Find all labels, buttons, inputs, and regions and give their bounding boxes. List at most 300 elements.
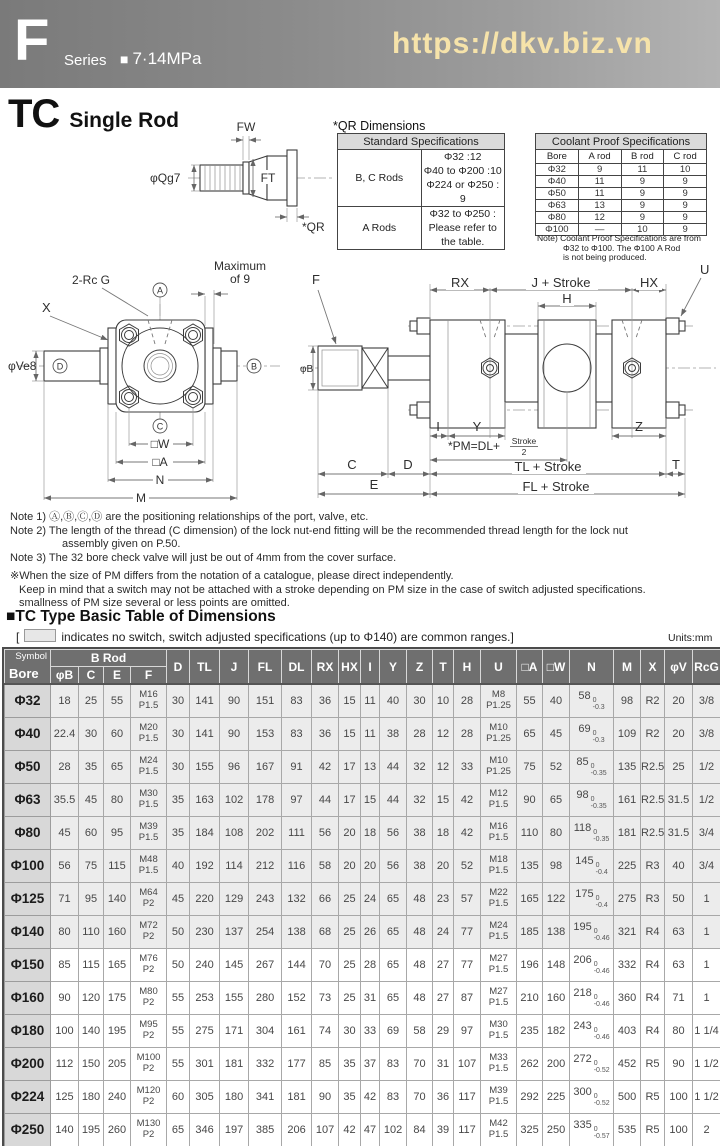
table-cell <box>570 717 614 750</box>
label-t: T <box>672 457 680 472</box>
tolerance-lower: -0.46 <box>593 1034 610 1041</box>
table-cell: 138 <box>543 915 570 948</box>
table-title: ■TC Type Basic Table of Dimensions <box>6 608 276 625</box>
tolerance-upper: 0 <box>593 994 598 1001</box>
label-pm: *PM=DL+ <box>448 439 501 453</box>
table-cell: 332 <box>249 1047 282 1080</box>
tolerance-upper: 0 <box>593 829 598 836</box>
cell-line: M120 <box>136 1085 161 1096</box>
column-header: RcG <box>693 650 720 685</box>
table-cell: 9 <box>664 188 707 200</box>
table-cell: 95 <box>104 816 131 849</box>
table-cell <box>481 1047 517 1080</box>
table-cell: 385 <box>249 1113 282 1146</box>
spec-row-label: B, C Rods <box>338 150 422 207</box>
table-cell: 304 <box>249 1014 282 1047</box>
cell-line: M33 <box>489 1052 508 1063</box>
table-cell: 132 <box>282 882 312 915</box>
table-row <box>5 915 720 948</box>
table-cell: 48 <box>407 981 433 1014</box>
bore-label: Φ160 <box>5 981 51 1014</box>
cell-line: M100 <box>136 1052 161 1063</box>
table-cell: 125 <box>51 1080 79 1113</box>
table-cell: 262 <box>517 1047 543 1080</box>
table-cell: 40 <box>665 849 693 882</box>
table-cell: 25 <box>339 882 361 915</box>
table-cell: 10 <box>433 684 454 717</box>
table-cell: 28 <box>454 717 481 750</box>
table-cell: 197 <box>220 1113 249 1146</box>
corner-cell <box>5 650 51 685</box>
table-cell: 35 <box>167 783 190 816</box>
table-cell: R3 <box>641 849 665 882</box>
cell-line: M64 <box>139 887 158 898</box>
table-cell: 60 <box>79 816 104 849</box>
table-cell: 65 <box>380 981 407 1014</box>
bore-label: Φ140 <box>5 915 51 948</box>
table-cell: 25 <box>79 684 104 717</box>
table-cell: 55 <box>167 1014 190 1047</box>
label-f: F <box>312 272 320 287</box>
table-cell: R2.5 <box>641 816 665 849</box>
label-d: D <box>403 457 413 472</box>
table-cell <box>481 948 517 981</box>
table-cell: 44 <box>312 783 339 816</box>
table-cell: 196 <box>517 948 543 981</box>
coolant-col-header: Bore <box>536 150 579 164</box>
cell-line: M95 <box>139 1019 158 1030</box>
table-cell: 163 <box>190 783 220 816</box>
table-cell: 122 <box>543 882 570 915</box>
table-cell: 60 <box>167 1080 190 1113</box>
table-cell: Φ40 <box>536 176 579 188</box>
cell-value: 206 <box>573 954 592 966</box>
table-cell: 250 <box>543 1113 570 1146</box>
table-cell: Φ63 <box>536 200 579 212</box>
table-cell: 111 <box>282 816 312 849</box>
cell-line: P1.5 <box>488 864 509 876</box>
cell-line: M30 <box>139 788 158 799</box>
bore-label: Φ224 <box>5 1080 51 1113</box>
table-cell: 35 <box>79 750 104 783</box>
legend-text: indicates no switch, switch adjusted specifications (up to Φ140) are common ranges.] <box>61 630 514 644</box>
table-cell: 84 <box>407 1113 433 1146</box>
table-cell: 83 <box>380 1080 407 1113</box>
tolerance <box>594 928 610 942</box>
pressure-value: 7·14MPa <box>132 49 202 68</box>
cell-line: M27 <box>489 986 508 997</box>
table-cell: 65 <box>380 915 407 948</box>
table-cell: R5 <box>641 1047 665 1080</box>
table-cell <box>131 1113 167 1146</box>
table-cell: 220 <box>190 882 220 915</box>
table-cell <box>570 1113 614 1146</box>
tolerance-upper: 0 <box>593 1060 598 1067</box>
table-cell: 225 <box>543 1080 570 1113</box>
cell-line: P2 <box>142 1128 155 1140</box>
table-cell: 71 <box>51 882 79 915</box>
cell-line: P2 <box>142 897 155 909</box>
table-cell: 35 <box>167 816 190 849</box>
table-cell: 45 <box>79 783 104 816</box>
table-cell: 80 <box>543 816 570 849</box>
column-header: □W <box>543 650 570 685</box>
label-u: U <box>700 262 710 277</box>
table-cell: 98 <box>614 684 641 717</box>
bore-label: Φ180 <box>5 1014 51 1047</box>
table-cell: 301 <box>190 1047 220 1080</box>
table-cell: 52 <box>543 750 570 783</box>
column-header: C <box>79 667 104 685</box>
table-cell: 180 <box>220 1080 249 1113</box>
table-cell <box>481 717 517 750</box>
table-cell: 15 <box>361 783 380 816</box>
table-cell: 140 <box>79 1014 104 1047</box>
table-cell: 74 <box>312 1014 339 1047</box>
table-cell: 47 <box>361 1113 380 1146</box>
table-cell: R2.5 <box>641 750 665 783</box>
cell-line: M10 <box>489 722 508 733</box>
cell-line: P1.5 <box>488 897 509 909</box>
table-cell: 3/8 <box>693 684 720 717</box>
table-cell: 65 <box>543 783 570 816</box>
tolerance <box>593 730 605 744</box>
table-cell: 20 <box>339 849 361 882</box>
corner-symbol-label: Symbol <box>15 651 47 662</box>
table-cell: 9 <box>664 212 707 224</box>
tolerance-upper: 0 <box>593 961 598 968</box>
table-cell: 80 <box>665 1014 693 1047</box>
table-cell: 31.5 <box>665 783 693 816</box>
table-cell: 1/2 <box>693 750 720 783</box>
column-header: Z <box>407 650 433 685</box>
label-fl-stroke: FL + Stroke <box>522 479 590 494</box>
table-cell: 1 1/2 <box>693 1080 720 1113</box>
table-cell: 24 <box>433 915 454 948</box>
square-icon: ■ <box>120 51 129 67</box>
tolerance-lower: -0.35 <box>590 803 607 810</box>
table-cell: 253 <box>190 981 220 1014</box>
table-cell <box>481 882 517 915</box>
table-cell: 65 <box>517 717 543 750</box>
table-cell <box>481 816 517 849</box>
table-cell: 184 <box>190 816 220 849</box>
table-cell: 33 <box>361 1014 380 1047</box>
table-cell: 90 <box>517 783 543 816</box>
cell-value: 145 <box>575 855 594 867</box>
table-cell: 192 <box>190 849 220 882</box>
tolerance-lower: -0.52 <box>593 1067 610 1074</box>
tolerance-upper: 0 <box>590 796 595 803</box>
page-title-sub: Single Rod <box>69 109 179 132</box>
bore-label: Φ200 <box>5 1047 51 1080</box>
table-cell: 63 <box>665 948 693 981</box>
table-cell: 27 <box>433 948 454 981</box>
table-cell: 70 <box>407 1080 433 1113</box>
cell-value: 118 <box>573 822 592 834</box>
table-cell: 50 <box>167 948 190 981</box>
cell-line: P1.5 <box>138 831 159 843</box>
table-cell <box>481 1014 517 1047</box>
table-cell: 9 <box>664 176 707 188</box>
table-cell: 165 <box>517 882 543 915</box>
table-cell: 150 <box>79 1047 104 1080</box>
label-y: Y <box>472 419 482 434</box>
tolerance-lower: -0.3 <box>592 737 605 744</box>
table-cell: 1 1/2 <box>693 1047 720 1080</box>
port-mark-c: C <box>156 421 164 432</box>
table-cell: 341 <box>249 1080 282 1113</box>
table-cell: 108 <box>220 816 249 849</box>
table-cell: 33 <box>454 750 481 783</box>
table-cell: 55 <box>104 684 131 717</box>
label-n: N <box>155 473 165 487</box>
table-cell: Φ80 <box>536 212 579 224</box>
table-cell: 98 <box>543 849 570 882</box>
corner-bore-label: Bore <box>9 666 39 681</box>
table-cell: 32 <box>407 783 433 816</box>
table-cell: 30 <box>339 1014 361 1047</box>
table-cell: 12 <box>578 212 621 224</box>
table-cell <box>131 915 167 948</box>
bore-label: Φ32 <box>5 684 51 717</box>
table-cell: 15 <box>339 717 361 750</box>
table-cell: 11 <box>361 684 380 717</box>
series-letter: F <box>14 8 50 73</box>
table-cell: 38 <box>407 816 433 849</box>
table-cell: 160 <box>543 981 570 1014</box>
pressure-spec <box>120 49 201 69</box>
table-cell <box>131 1047 167 1080</box>
tolerance-lower: -0.57 <box>593 1133 610 1140</box>
table-cell: 96 <box>220 750 249 783</box>
table-cell: 161 <box>282 1014 312 1047</box>
table-cell: 48 <box>407 948 433 981</box>
table-cell <box>570 1014 614 1047</box>
table-cell: 280 <box>249 981 282 1014</box>
table-cell: 58 <box>407 1014 433 1047</box>
table-cell: 20 <box>665 717 693 750</box>
table-cell: 230 <box>190 915 220 948</box>
table-cell: Φ32 <box>536 164 579 176</box>
table-cell: 181 <box>614 816 641 849</box>
table-cell: 3/4 <box>693 849 720 882</box>
port-mark-d: D <box>56 361 64 372</box>
table-cell: 107 <box>312 1113 339 1146</box>
spec-line: Φ32 to Φ250 : <box>429 208 496 220</box>
cell-line: M24 <box>139 755 158 766</box>
table-cell: 161 <box>614 783 641 816</box>
table-cell <box>131 816 167 849</box>
cell-line: P1.5 <box>138 864 159 876</box>
table-cell: 135 <box>517 849 543 882</box>
table-cell: R4 <box>641 1014 665 1047</box>
table-cell: 141 <box>190 684 220 717</box>
table-cell: 240 <box>190 948 220 981</box>
table-cell: 151 <box>249 684 282 717</box>
table-cell: 275 <box>614 882 641 915</box>
cell-value: 272 <box>573 1053 592 1065</box>
label-m: M <box>136 491 146 505</box>
dimensions-table-wrap <box>2 647 720 1146</box>
table-cell: 452 <box>614 1047 641 1080</box>
note-line: ※When the size of PM differs from the notation of a catalogue, please direct independently. <box>10 570 454 582</box>
column-header: M <box>614 650 641 685</box>
notes <box>10 511 716 611</box>
table-cell: R5 <box>641 1080 665 1113</box>
table-cell: 360 <box>614 981 641 1014</box>
spec-row-value <box>421 207 505 250</box>
column-header: TL <box>190 650 220 685</box>
spec-line: Φ224 or Φ250 : 9 <box>426 179 500 205</box>
cell-line: P1.5 <box>488 963 509 975</box>
table-cell: 56 <box>380 849 407 882</box>
table-cell: 40 <box>380 684 407 717</box>
cell-line: P2 <box>142 930 155 942</box>
table-cell <box>570 750 614 783</box>
table-cell <box>131 1014 167 1047</box>
table-cell: 28 <box>454 684 481 717</box>
table-row <box>5 1047 720 1080</box>
cell-value: 335 <box>573 1119 592 1131</box>
table-row <box>536 188 707 200</box>
spec-line: Φ32 :12 <box>443 151 482 163</box>
cell-value: 98 <box>576 789 589 801</box>
coolant-note-line: Φ32 to Φ100. The Φ100 A Rod <box>563 242 681 253</box>
cell-value: 300 <box>573 1086 592 1098</box>
table-cell: 175 <box>104 981 131 1014</box>
table-cell: 26 <box>361 915 380 948</box>
table-cell: 107 <box>454 1047 481 1080</box>
label-rx: RX <box>450 275 470 290</box>
cell-line: M27 <box>489 953 508 964</box>
qr-dimensions-heading: *QR Dimensions <box>333 119 426 133</box>
cell-line: M20 <box>139 722 158 733</box>
tolerance <box>594 994 610 1008</box>
column-header: F <box>131 667 167 685</box>
tolerance <box>593 829 609 843</box>
table-cell: 141 <box>190 717 220 750</box>
table-cell: 9 <box>621 212 664 224</box>
cell-line: M24 <box>489 920 508 931</box>
tolerance-lower: -0.46 <box>593 968 610 975</box>
cell-line: P1.5 <box>488 1128 509 1140</box>
table-cell: R5 <box>641 1113 665 1146</box>
tolerance <box>591 796 607 810</box>
label-h: H <box>562 291 572 306</box>
table-cell: 17 <box>339 750 361 783</box>
table-cell: R2 <box>641 684 665 717</box>
table-cell: 40 <box>543 684 570 717</box>
table-cell: 235 <box>517 1014 543 1047</box>
table-cell: 145 <box>220 948 249 981</box>
table-cell: 69 <box>380 1014 407 1047</box>
table-cell: 31 <box>361 981 380 1014</box>
table-cell: 29 <box>433 1014 454 1047</box>
page-title-main: TC <box>8 92 60 136</box>
tolerance <box>596 862 608 876</box>
column-header: □A <box>517 650 543 685</box>
table-row <box>5 1113 720 1146</box>
table-cell: 73 <box>312 981 339 1014</box>
table-cell: 195 <box>104 1014 131 1047</box>
table-cell: 225 <box>614 849 641 882</box>
table-cell: 28 <box>361 948 380 981</box>
table-cell: 178 <box>249 783 282 816</box>
table-cell: 87 <box>454 981 481 1014</box>
table-cell: 13 <box>361 750 380 783</box>
column-header: RX <box>312 650 339 685</box>
column-header: φV <box>665 650 693 685</box>
tolerance <box>594 1126 610 1140</box>
cell-line: M39 <box>139 821 158 832</box>
table-cell: 25 <box>339 948 361 981</box>
tolerance-lower: -0.46 <box>593 1001 610 1008</box>
website-url[interactable]: https://dkv.biz.vn <box>392 27 653 60</box>
table-cell: 80 <box>104 783 131 816</box>
table-cell: 18 <box>433 816 454 849</box>
table-cell: 11 <box>578 176 621 188</box>
cell-line: P1.5 <box>138 732 159 744</box>
standard-spec-table <box>337 133 505 250</box>
table-cell <box>131 849 167 882</box>
label-pm-stroke: Stroke <box>511 436 537 446</box>
cell-value: 85 <box>576 756 589 768</box>
cell-line: M42 <box>489 1118 508 1129</box>
legend-swatch <box>24 629 56 642</box>
table-cell: 254 <box>249 915 282 948</box>
spec-line: Please refer to the table. <box>428 222 497 248</box>
cell-line: P1.5 <box>138 699 159 711</box>
table-cell: 55 <box>167 981 190 1014</box>
note-line: Note 2) The length of the thread (C dimension) of the lock nut-end fitting will be the recommended thread length for the lock nut <box>10 524 628 537</box>
table-cell: 18 <box>361 816 380 849</box>
table-cell: 9 <box>621 176 664 188</box>
table-row <box>5 1014 720 1047</box>
table-cell: 167 <box>249 750 282 783</box>
cell-line: P1.25 <box>486 765 511 777</box>
table-cell: 56 <box>312 816 339 849</box>
table-cell <box>131 882 167 915</box>
cell-line: M48 <box>139 854 158 865</box>
table-cell: 42 <box>454 816 481 849</box>
table-row <box>536 200 707 212</box>
table-cell: 165 <box>104 948 131 981</box>
standard-spec-title: Standard Specifications <box>338 134 505 150</box>
table-cell: 13 <box>578 200 621 212</box>
table-cell: 45 <box>51 816 79 849</box>
table-legend <box>16 629 514 644</box>
column-header: φB <box>51 667 79 685</box>
dimensions-table <box>4 649 720 1146</box>
table-cell: 115 <box>104 849 131 882</box>
table-cell: 20 <box>361 849 380 882</box>
label-x: X <box>42 300 51 315</box>
cell-line: P2 <box>142 963 155 975</box>
cell-line: P2 <box>142 996 155 1008</box>
label-pm-2: 2 <box>521 447 527 457</box>
table-cell: 24 <box>361 882 380 915</box>
cell-line: P1.5 <box>138 798 159 810</box>
table-cell: 10 <box>664 164 707 176</box>
table-cell: 22.4 <box>51 717 79 750</box>
cell-line: M72 <box>139 920 158 931</box>
table-cell: 325 <box>517 1113 543 1146</box>
table-cell: 1 1/4 <box>693 1014 720 1047</box>
table-cell: 75 <box>79 849 104 882</box>
column-header: E <box>104 667 131 685</box>
label-e: E <box>369 477 379 492</box>
